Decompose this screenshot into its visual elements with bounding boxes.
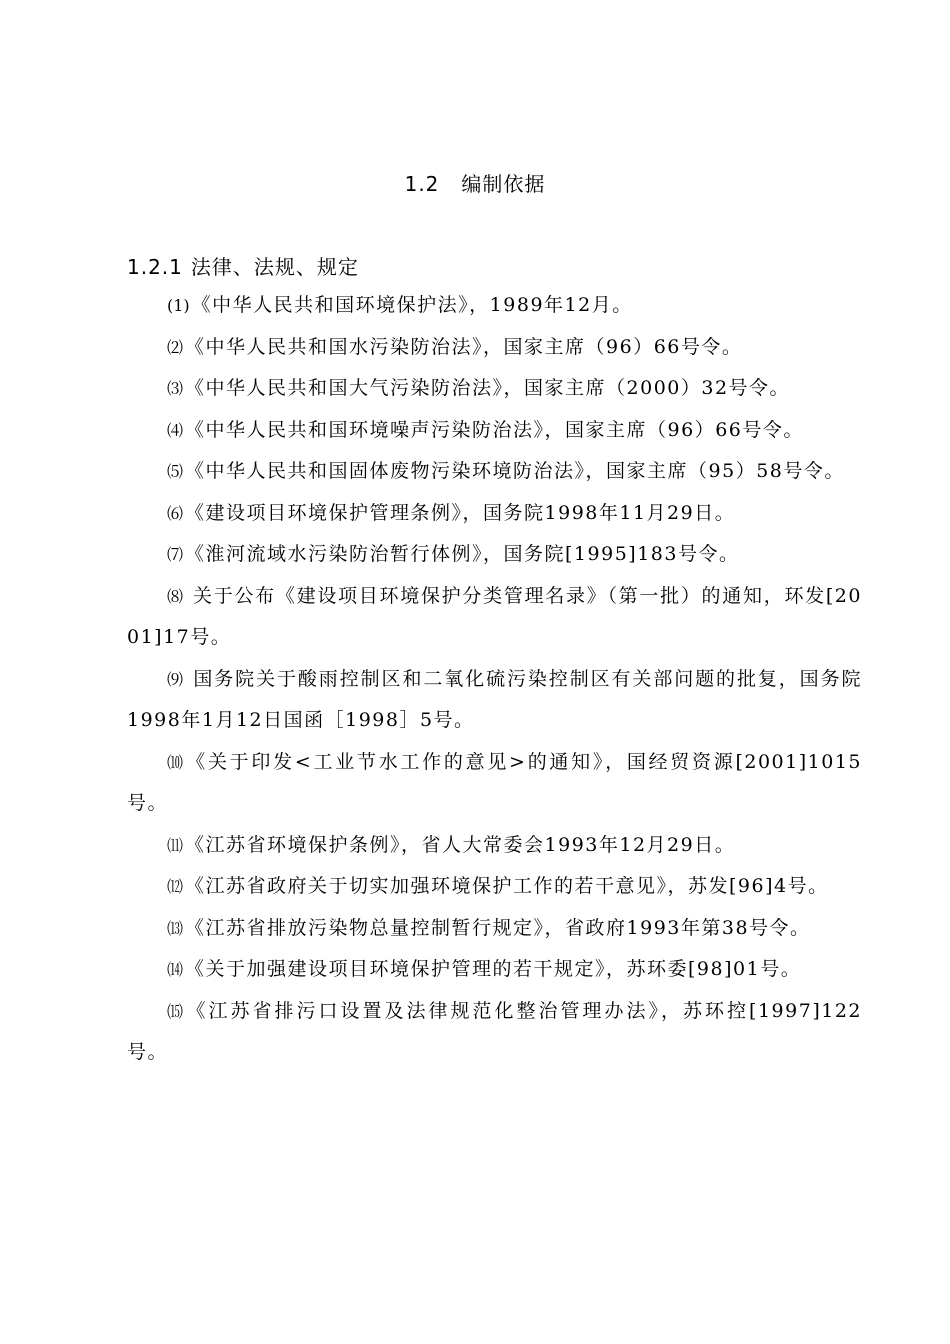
subsection-number: 1.2.1 bbox=[127, 255, 183, 279]
item-text: 《中华人民共和国水污染防治法》，国家主席（96）66号令。 bbox=[185, 335, 743, 358]
list-item bbox=[127, 493, 862, 535]
item-text: 国务院关于酸雨控制区和二氧化硫污染控制区有关部问题的批复，国务院1998年1月12日国函［1998］5号。 bbox=[127, 667, 862, 731]
list-item bbox=[127, 949, 862, 991]
list-item bbox=[127, 825, 862, 867]
item-marker: ⑻ bbox=[167, 586, 184, 606]
item-text: 《建设项目环境保护管理条例》，国务院1998年11月29日。 bbox=[185, 501, 736, 524]
item-marker: ⑹ bbox=[167, 503, 184, 523]
list-item bbox=[127, 410, 862, 452]
list-item bbox=[127, 991, 862, 1074]
item-marker: ⑸ bbox=[167, 462, 184, 481]
item-text: 《江苏省政府关于切实加强环境保护工作的若干意见》，苏发[96]4号。 bbox=[185, 875, 829, 897]
subsection-heading bbox=[127, 251, 359, 280]
list-item bbox=[127, 285, 862, 327]
item-marker: ⒁ bbox=[167, 960, 184, 979]
item-marker: ⑽ bbox=[167, 752, 185, 772]
item-text: 《淮河流域水污染防治暂行体例》，国务院[1995]183号令。 bbox=[185, 543, 740, 565]
item-marker: ⑺ bbox=[167, 545, 184, 564]
item-text: 《江苏省排污口设置及法律规范化整治管理办法》，苏环控[1997]122号。 bbox=[127, 999, 862, 1063]
list-item bbox=[127, 327, 862, 369]
item-marker: ⑷ bbox=[167, 420, 184, 440]
list-item bbox=[127, 576, 862, 659]
list-item bbox=[127, 866, 862, 908]
item-text: 《中华人民共和国固体废物污染环境防治法》，国家主席（95）58号令。 bbox=[185, 460, 845, 482]
list-item bbox=[127, 659, 862, 742]
item-marker: ⑵ bbox=[167, 337, 184, 357]
section-title-text: 编制依据 bbox=[461, 172, 546, 196]
list-item bbox=[127, 368, 862, 410]
item-marker: ⑾ bbox=[167, 835, 184, 855]
list-item bbox=[127, 742, 862, 825]
item-marker: ⑿ bbox=[167, 877, 184, 896]
item-text: 《关于加强建设项目环境保护管理的若干规定》，苏环委[98]01号。 bbox=[185, 958, 802, 980]
section-number: 1.2 bbox=[404, 172, 440, 196]
item-text: 《关于印发<工业节水工作的意见>的通知》，国经贸资源[2001]1015号。 bbox=[127, 750, 862, 814]
list-item bbox=[127, 534, 862, 576]
item-marker: ⒂ bbox=[167, 1001, 185, 1021]
item-marker: ⒀ bbox=[167, 918, 184, 938]
list-item bbox=[127, 908, 862, 950]
item-marker: ⑼ bbox=[167, 669, 184, 689]
item-text: 《江苏省环境保护条例》，省人大常委会1993年12月29日。 bbox=[185, 833, 736, 856]
item-text: 关于公布《建设项目环境保护分类管理名录》（第一批）的通知，环发[2001]17号。 bbox=[127, 584, 862, 648]
list-item bbox=[127, 451, 862, 493]
item-text: 《江苏省排放污染物总量控制暂行规定》，省政府1993年第38号令。 bbox=[185, 916, 811, 939]
regulation-list bbox=[127, 285, 862, 1074]
item-marker: (1) bbox=[167, 296, 190, 315]
subsection-title-text: 法律、法规、规定 bbox=[190, 255, 359, 279]
item-text: 《中华人民共和国大气污染防治法》，国家主席（2000）32号令。 bbox=[185, 377, 791, 399]
item-text: 《中华人民共和国环境保护法》，1989年12月。 bbox=[191, 294, 633, 316]
section-heading bbox=[0, 168, 950, 197]
item-text: 《中华人民共和国环境噪声污染防治法》，国家主席（96）66号令。 bbox=[185, 418, 804, 441]
item-marker: ⑶ bbox=[167, 379, 184, 398]
